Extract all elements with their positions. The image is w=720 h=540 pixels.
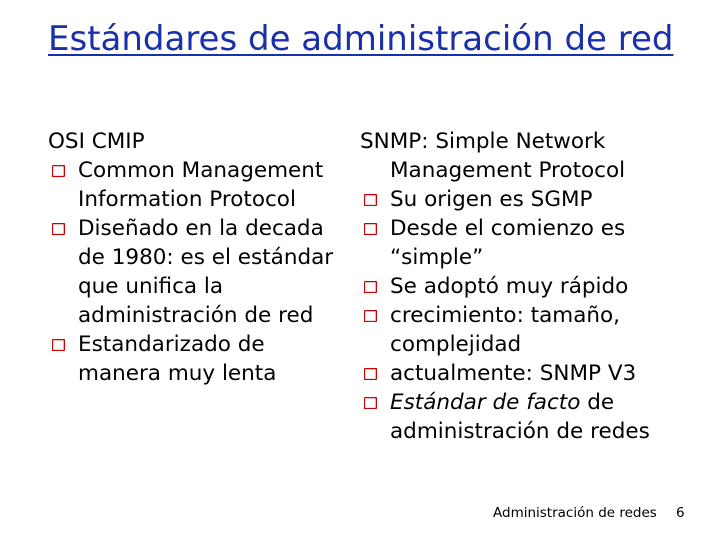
bullet-text: Se adoptó muy rápido: [390, 274, 629, 299]
bullet-icon: [52, 339, 65, 351]
list-item: [360, 359, 705, 388]
bullet-icon: [52, 165, 65, 177]
bullet-icon: [364, 194, 377, 206]
bullet-icon: [364, 223, 377, 235]
list-item: [360, 388, 705, 446]
bullet-text: Desde el comienzo es “simple”: [390, 216, 626, 270]
right-heading: [360, 127, 705, 185]
right-column: [360, 127, 705, 446]
bullet-text: de administración de redes: [390, 390, 650, 444]
bullet-text: crecimiento: tamaño, complejidad: [390, 303, 620, 357]
bullet-icon: [364, 368, 377, 380]
bullet-text-italic: Estándar de facto: [390, 390, 581, 415]
right-heading-line2: Management Protocol: [390, 158, 626, 183]
left-heading: OSI CMIP: [48, 129, 145, 154]
bullet-icon: [364, 397, 377, 409]
page-number: 6: [676, 505, 685, 521]
list-item: [360, 272, 705, 301]
list-item: [48, 156, 348, 214]
right-bullet-list: [360, 185, 705, 446]
bullet-icon: [364, 281, 377, 293]
bullet-icon: [52, 223, 65, 235]
slide-title: Estándares de administración de red: [48, 19, 674, 59]
list-item: [48, 330, 348, 388]
bullet-icon: [364, 310, 377, 322]
bullet-text: Diseñado en la decada de 1980: es el estándar que unifica la administración de red: [78, 216, 334, 328]
bullet-text: Estandarizado de manera muy lenta: [78, 332, 277, 386]
list-item: [360, 214, 705, 272]
list-item: [360, 185, 705, 214]
bullet-text: Su origen es SGMP: [390, 187, 593, 212]
bullet-text: actualmente: SNMP V3: [390, 361, 637, 386]
list-item: [48, 214, 348, 330]
list-item: [360, 301, 705, 359]
left-column: [48, 127, 348, 388]
footer-label: Administración de redes: [493, 505, 657, 521]
left-bullet-list: [48, 156, 348, 388]
bullet-text: Common Management Information Protocol: [78, 158, 324, 212]
right-heading-line1: SNMP: Simple Network: [360, 129, 606, 154]
